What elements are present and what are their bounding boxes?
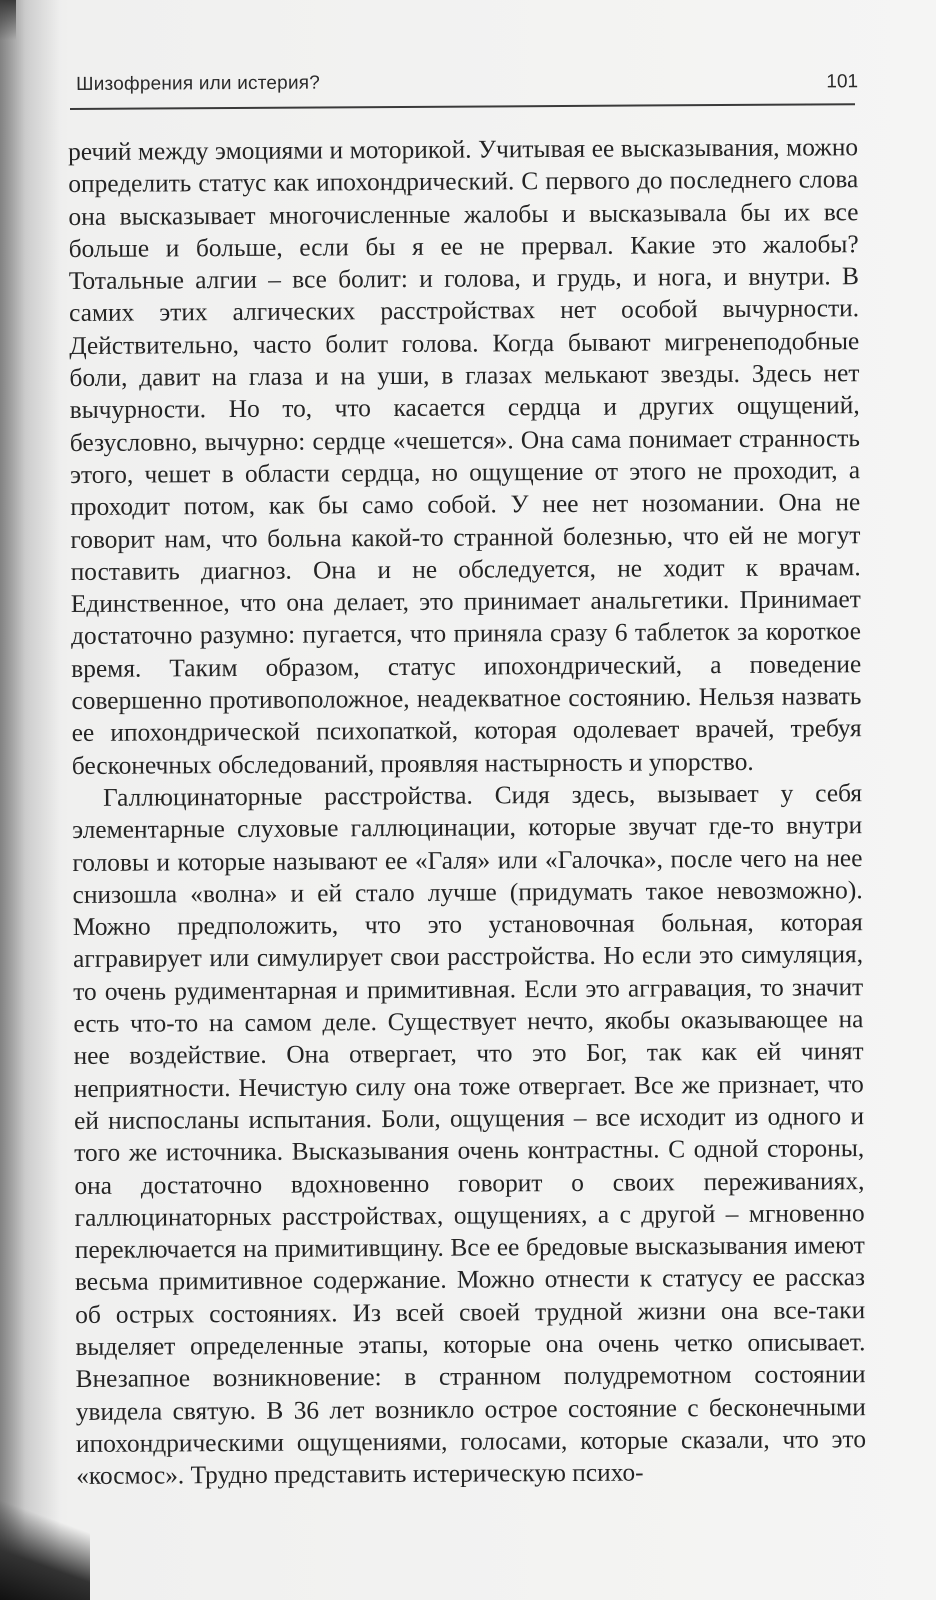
page-number: 101 bbox=[826, 71, 859, 93]
running-head bbox=[76, 69, 858, 102]
body-text bbox=[68, 131, 866, 1492]
running-title: Шизофрения или истерия? bbox=[76, 72, 321, 95]
page-corner-shadow-top bbox=[0, 0, 16, 40]
page-corner-shadow-bottom bbox=[0, 1490, 90, 1600]
binding-gutter-shadow bbox=[0, 0, 60, 1600]
header-rule bbox=[70, 103, 855, 110]
paragraph-continued: речий между эмоциями и моторикой. Учитывая ее высказывания, можно определить статус как ипохондрический. С первого до последнего слова она высказывает многочисленные жалобы и высказывала бы их все больше и больше, если бы я ее не прервал. Какие это жалобы? Тотальные алгии – все болит: и голова, и грудь, и нога, и внутри. В самих этих алгических расстройствах нет особой вычурности. Действительно, часто болит голова. Когда бывают мигренеподобные боли, давит на глаза и на уши, в глазах мелькают звезды. Здесь нет вычурности. Но то, что касается сердца и других ощущений, безусловно, вычурно: сердце «чешется». Она сама понимает странность этого, чешет в области сердца, но ощущение от этого не проходит, а проходит потом, как бы само собой. У нее нет нозомании. Она не говорит нам, что больна какой-то странной болезнью, что ей не могут поставить диагноз. Она и не обследуется, не ходит к врачам. Единственное, что она делает, это принимает анальгетики. Принимает достаточно разумно: пугается, что приняла сразу 6 таблеток за короткое время. Таким образом, статус ипохондрический, а поведение совершенно противоположное, неадекватное состоянию. Нельзя назвать ее ипохондрической психопаткой, которая одолевает врачей, требуя бесконечных обследований, проявляя настырность и упорство. bbox=[68, 133, 862, 780]
paragraph-hallucinatory-disorders: Галлюцинаторные расстройства. Сидя здесь, вызывает у себя элементарные слуховые галлюцинации, которые звучат где-то внутри головы и которые называют ее «Галя» или «Галочка», после чего на нее снизошла «волна» и ей стало лучше (придумать такое невозможно). Можно предположить, что это установочная больная, которая аггравирует или симулирует свои расстройства. Но если это симуляция, то очень рудиментарная и примитивная. Если это аггравация, то значит есть что-то на самом деле. Существует нечто, якобы оказывающее на нее воздействие. Она отвергает, что это Бог, так как ей чинят неприятности. Нечистую силу она тоже отвергает. Все же признает, что ей ниспосланы испытания. Боли, ощущения – все исходит из одного и того же источника. Высказывания очень контрастны. С одной стороны, она достаточно вдохновенно говорит о своих переживаниях, галлюцинаторных расстройствах, ощущениях, а с другой – мгновенно переключается на примитивщину. Все ее бредовые высказывания имеют весьма примитивное содержание. Можно отнести к статусу ее рассказ об острых состояниях. Из всей своей трудной жизни она все-таки выделяет определенные этапы, которые она очень четко описывает. Внезапное возникновение: в странном полудремотном состоянии увидела святую. В 36 лет возникло острое состояние с бесконечными ипохондрическими ощущениями, голосами, которые сказали, что это «космос». Трудно представить истерическую психо- bbox=[72, 779, 867, 1491]
